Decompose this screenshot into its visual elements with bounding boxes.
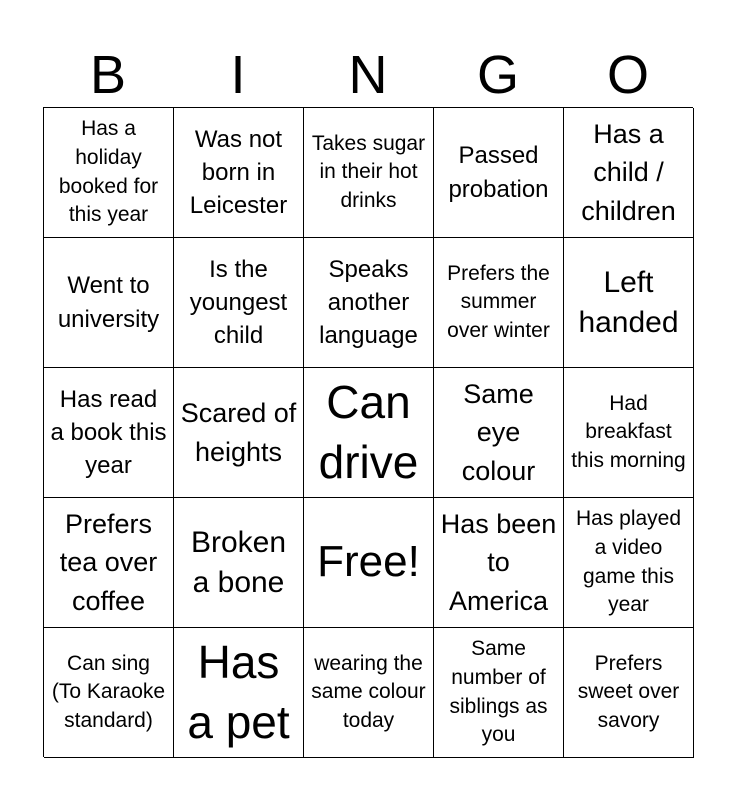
bingo-cell-r5-c4[interactable] [434, 628, 564, 758]
bingo-cell-r5-c3[interactable] [304, 628, 434, 758]
bingo-cell-r2-c1[interactable] [44, 238, 174, 368]
cell-text: Passed probation [448, 142, 549, 203]
cell-text: Scared of heights [180, 398, 297, 467]
bingo-cell-r4-c4[interactable] [434, 498, 564, 628]
cell-text: Same number of siblings as you [449, 637, 548, 747]
cell-text: Is the youngest child [189, 255, 288, 350]
bingo-cell-r1-c4[interactable] [434, 108, 564, 238]
bingo-cell-r2-c5[interactable] [564, 238, 694, 368]
cell-text: Broken a bone [190, 525, 287, 599]
cell-text: Has a pet [187, 635, 290, 748]
bingo-cell-r5-c1[interactable] [44, 628, 174, 758]
header-letter-n: N [348, 45, 388, 105]
cell-text: Prefers the summer over winter [447, 261, 550, 342]
bingo-cell-r1-c3[interactable] [304, 108, 434, 238]
cell-text: Can drive [318, 375, 419, 488]
cell-text: Has a holiday booked for this year [58, 117, 159, 227]
header-letter-i: I [230, 45, 246, 105]
cell-text: Speaks another language [319, 255, 418, 350]
bingo-header [43, 44, 693, 106]
bingo-cell-r2-c3[interactable] [304, 238, 434, 368]
bingo-cell-r5-c5[interactable] [564, 628, 694, 758]
bingo-cell-r3-c5[interactable] [564, 368, 694, 498]
bingo-cell-r4-c1[interactable] [44, 498, 174, 628]
cell-text: Can sing (To Karaoke standard) [51, 651, 166, 732]
bingo-cell-r3-c3[interactable] [304, 368, 434, 498]
bingo-cell-r1-c5[interactable] [564, 108, 694, 238]
cell-text: Prefers sweet over savory [577, 651, 680, 732]
bingo-cell-r3-c1[interactable] [44, 368, 174, 498]
cell-text: Went to university [57, 272, 160, 333]
cell-text: Has played a video game this year [575, 507, 682, 617]
cell-text: Has been to America [440, 509, 557, 616]
bingo-cell-r1-c2[interactable] [174, 108, 304, 238]
bingo-cell-r4-c5[interactable] [564, 498, 694, 628]
bingo-cell-r3-c4[interactable] [434, 368, 564, 498]
cell-text: Same eye colour [461, 379, 536, 486]
bingo-cell-free[interactable] [304, 498, 434, 628]
bingo-cell-r5-c2[interactable] [174, 628, 304, 758]
cell-text: Has a child / children [581, 119, 676, 226]
cell-text: Has read a book this year [50, 385, 167, 480]
free-space-text: Free! [317, 537, 420, 587]
cell-text: wearing the same colour today [311, 651, 426, 732]
bingo-cell-r3-c2[interactable] [174, 368, 304, 498]
bingo-cell-r1-c1[interactable] [44, 108, 174, 238]
bingo-grid [43, 107, 693, 757]
cell-text: Had breakfast this morning [571, 391, 686, 472]
cell-text: Prefers tea over coffee [59, 509, 158, 616]
cell-text: Left handed [578, 265, 679, 339]
header-letter-o: O [606, 45, 649, 105]
bingo-cell-r4-c2[interactable] [174, 498, 304, 628]
header-letter-g: G [476, 45, 519, 105]
header-letter-b: B [89, 45, 127, 105]
cell-text: Was not born in Leicester [189, 125, 288, 220]
bingo-cell-r2-c2[interactable] [174, 238, 304, 368]
cell-text: Takes sugar in their hot drinks [311, 131, 426, 212]
bingo-cell-r2-c4[interactable] [434, 238, 564, 368]
